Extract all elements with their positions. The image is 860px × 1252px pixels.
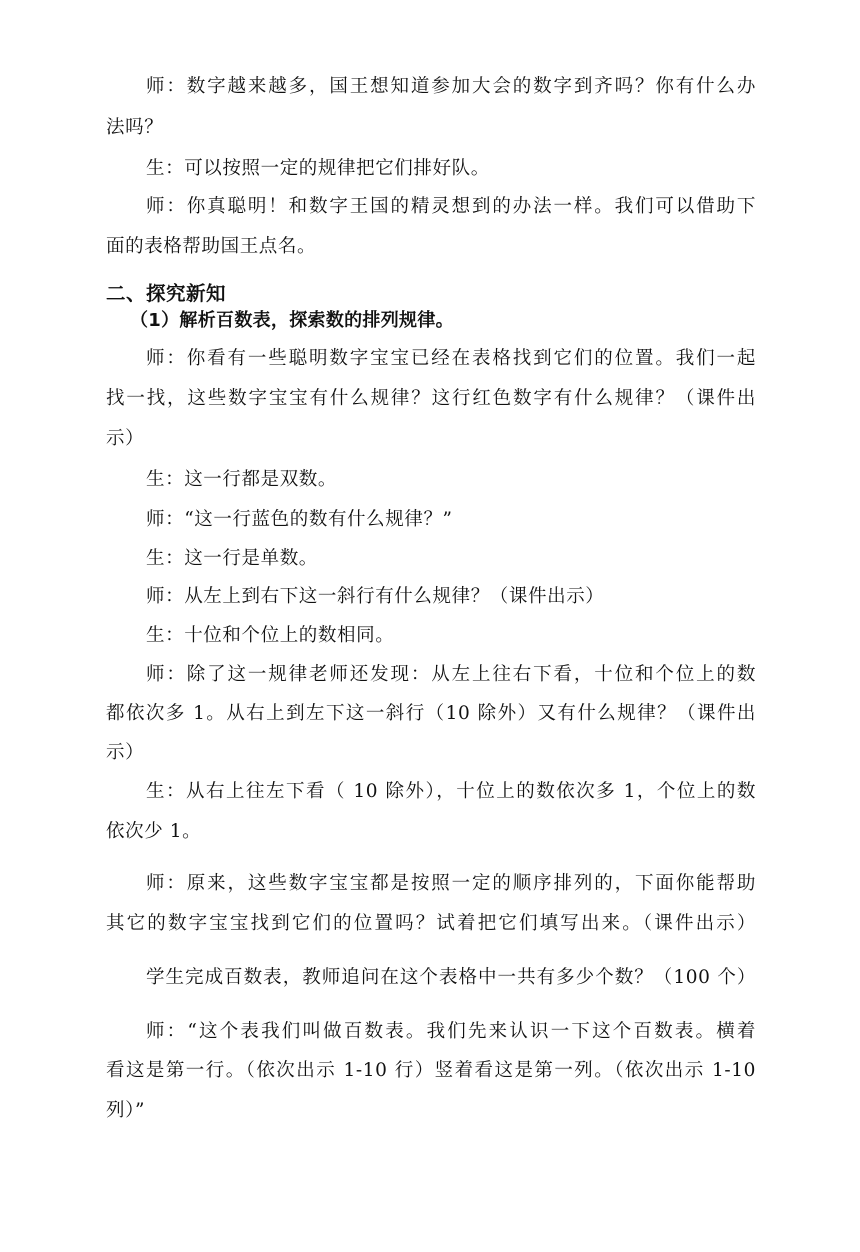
paragraph-line: 生：从右上往左下看（ 10 除外），十位上的数依次多 1，个位上的数 [146, 781, 756, 802]
paragraph-line: 师：你真聪明！和数字王国的精灵想到的办法一样。我们可以借助下 [146, 196, 756, 217]
paragraph-line: 师：除了这一规律老师还发现：从左上往右下看，十位和个位上的数 [146, 664, 756, 685]
paragraph-line: 示） [106, 742, 145, 763]
subsection-heading: （1）解析百数表，探索数的排列规律。 [130, 310, 454, 331]
paragraph-line: 面的表格帮助国王点名。 [106, 236, 317, 257]
paragraph-line: 师：从左上到右下这一斜行有什么规律？（课件出示） [146, 586, 605, 607]
paragraph-line: 生：这一行是单数。 [146, 548, 318, 569]
paragraph-line: 找一找，这些数字宝宝有什么规律？这行红色数字有什么规律？（课件出 [106, 388, 756, 409]
paragraph-line: 看这是第一行。（依次出示 1-10 行）竖着看这是第一列。（依次出示 1-10 [106, 1060, 756, 1081]
paragraph-line: 其它的数字宝宝找到它们的位置吗？试着把它们填写出来。（课件出示） [106, 913, 756, 934]
section-heading: 二、探究新知 [106, 282, 227, 305]
paragraph-line: 师：原来，这些数字宝宝都是按照一定的顺序排列的，下面你能帮助 [146, 873, 756, 894]
paragraph-line: 师：“这个表我们叫做百数表。我们先来认识一下这个百数表。横着 [146, 1021, 756, 1042]
paragraph-line: 师：你看有一些聪明数字宝宝已经在表格找到它们的位置。我们一起 [146, 348, 756, 369]
paragraph-line: 生：这一行都是双数。 [146, 469, 338, 490]
paragraph-line: 列）” [106, 1100, 146, 1121]
paragraph-line: 法吗？ [106, 117, 164, 138]
paragraph-line: 示） [106, 428, 145, 449]
paragraph-line: 师：数字越来越多，国王想知道参加大会的数字到齐吗？你有什么办 [146, 76, 756, 97]
paragraph-line: 生：十位和个位上的数相同。 [146, 625, 395, 646]
paragraph-line: 生：可以按照一定的规律把它们排好队。 [146, 158, 490, 179]
paragraph-line: 都依次多 1。从右上到左下这一斜行（10 除外）又有什么规律？（课件出 [106, 703, 756, 724]
paragraph-line: 学生完成百数表，教师追问在这个表格中一共有多少个数？（100 个） [146, 967, 756, 988]
paragraph-line: 依次少 1。 [106, 821, 202, 842]
paragraph-line: 师：“这一行蓝色的数有什么规律？” [146, 509, 453, 530]
